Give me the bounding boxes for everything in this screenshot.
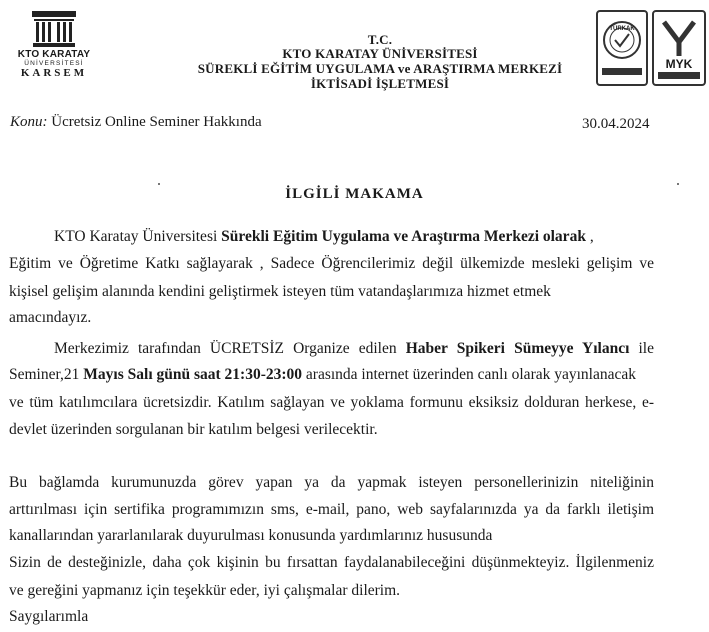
logo-line-3: KARSEM — [20, 67, 88, 79]
building-icon — [31, 10, 77, 48]
myk-label: MYK — [665, 57, 693, 71]
turkak-seal-icon — [598, 12, 646, 84]
p1-bold: Sürekli Eğitim Uygulama ve Araştırma Merkezi olarak — [221, 228, 586, 245]
paragraph-3-line-3: kanallarından yararlanılarak duyurulması konusunda yardımlarınız hususunda — [9, 527, 493, 544]
p2-l1a: Merkezimiz tarafından ÜCRETSİZ Organize edilen — [54, 340, 406, 357]
paragraph-1-line-3: kişisel gelişim alanında kendini geliştirmek isteyen tüm vatandaşlarımıza hizmet etmek — [9, 283, 551, 300]
paragraph-3-line-2: arttırılması için sertifika programımızın sms, e-mail, pano, web sayfalarınızda ya da farklı iletişim — [9, 501, 654, 518]
p1-after: , — [585, 228, 594, 245]
paragraph-2-line-3: ve tüm katılımcılara ücretsizdir. Katılım sağlayan ve yoklama formunu eksiksiz dolduran herkese, e- — [9, 394, 654, 411]
paragraph-3-line-4: Sizin de desteğinizle, daha çok kişinin bu fırsattan faydalanabileceğini düşünmekteyiz. İlgilenmeniz — [9, 554, 654, 571]
closing-text: Saygılarımla — [9, 608, 89, 625]
p2-date-time: Mayıs Salı günü saat 21:30-23:00 — [83, 366, 303, 383]
document-date: 30.04.2024 — [582, 116, 650, 132]
logo-line-1: KTO KARATAY — [17, 49, 91, 60]
header-line-tc: T.C. — [367, 32, 393, 47]
header-line-enterprise: İKTİSADİ İŞLETMESİ — [310, 76, 450, 91]
p2-l2c: arasında internet üzerinden canlı olarak yayınlanacak — [302, 366, 636, 383]
header-line-center: SÜREKLİ EĞİTİM UYGULAMA ve ARAŞTIRMA MERKEZİ — [197, 61, 563, 76]
p2-l2a: Seminer,21 — [9, 366, 84, 383]
p1-intro: KTO Karatay Üniversitesi — [54, 228, 222, 245]
paragraph-1-line-4: amacındayız. — [9, 309, 92, 326]
turkak-badge — [596, 10, 648, 86]
subject-line — [10, 114, 262, 131]
scan-speck — [158, 183, 160, 185]
subject-text: Ücretsiz Online Seminer Hakkında — [51, 114, 262, 130]
paragraph-2-line-1 — [9, 337, 654, 361]
paragraph-1-line-2: Eğitim ve Öğretime Katkı sağlayarak , Sadece Öğrencilerimiz değil ülkemizde mesleki gelişim ve — [9, 255, 654, 272]
subject-label: Konu: — [10, 114, 48, 130]
p2-speaker: Haber Spikeri Sümeyye Yılancı — [405, 340, 630, 357]
paragraph-3-line-1: Bu bağlamda kurumunuzda görev yapan ya da yapmak isteyen personellerinizin niteliğinin — [9, 474, 654, 491]
karsem-logo — [6, 10, 102, 79]
myk-symbol-icon — [654, 12, 704, 84]
addressee-title: İLGİLİ MAKAMA — [285, 186, 424, 202]
p2-l1c: ile — [629, 340, 654, 357]
paragraph-2-line-4: devlet üzerinden sorgulanan bir katılım belgesi verilecektir. — [9, 421, 378, 438]
scan-speck — [677, 183, 679, 185]
myk-badge — [652, 10, 706, 86]
turkak-label: TÜRKAK — [609, 26, 635, 32]
paragraph-1-line-1 — [9, 225, 654, 249]
logo-line-2: ÜNİVERSİTESİ — [24, 60, 84, 67]
header-line-university: KTO KARATAY ÜNİVERSİTESİ — [282, 46, 478, 61]
paragraph-2-line-2 — [9, 363, 654, 387]
paragraph-3-line-5: ve gereğini yapmanız için teşekkür eder, iyi çalışmalar dilerim. — [9, 582, 401, 599]
